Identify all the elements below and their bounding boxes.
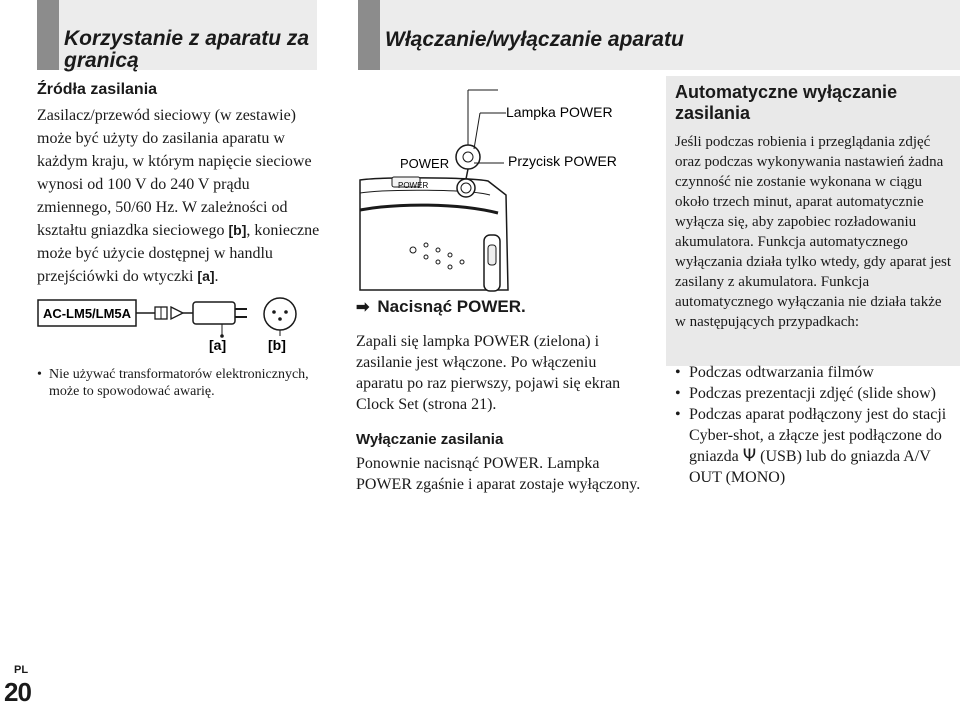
usb-icon: Ψ	[742, 446, 757, 466]
plug-adapter-a-icon	[193, 302, 235, 324]
page-number: 20	[4, 677, 31, 707]
paragraph-text: Zasilacz/przewód sieciowy (w zestawie) może być użyty do zasilania aparatu w każdym kraju, w którym napięcie sieciowe wynosi od 100 V do 240 V prądu zmiennego, 50/60 Hz. W zależności od kształtu gniazdka sieciowego	[37, 107, 312, 239]
list-item: • Podczas prezentacji zdjęć (slide show)	[675, 383, 960, 404]
list-item-text: Podczas aparat podłączony jest do stacji Cyber-shot, a złącze jest podłączone do gniazda	[689, 406, 947, 465]
tag-a: [a]	[197, 268, 215, 284]
power-label: POWER	[400, 156, 450, 171]
power-off-paragraph: Ponownie nacisnąć POWER. Lampka POWER zgaśnie i aparat zostaje wyłączony.	[356, 455, 641, 493]
note-list	[37, 366, 322, 400]
step-paragraph: Zapali się lampka POWER (zielona) i zasilanie jest włączone. Po włączeniu aparatu po raz pierwszy, pojawi się ekran Clock Set (strona 21).	[356, 333, 621, 413]
paragraph-text: .	[214, 268, 219, 285]
tag-b: [b]	[228, 222, 247, 238]
step-instruction	[356, 297, 526, 317]
power-sources-heading: Źródła zasilania	[37, 81, 158, 98]
list-item-text: (USB) lub do gniazda A/V OUT (MONO)	[689, 448, 931, 486]
speaker-hole	[410, 247, 416, 253]
power-sources-paragraph	[37, 104, 322, 288]
power-lamp-label: Lampka POWER	[506, 104, 613, 120]
power-on-off-title: Włączanie/wyłączanie aparatu	[385, 28, 684, 51]
label-a: [a]	[209, 337, 227, 353]
section-title: Korzystanie z aparatu za granicą	[64, 27, 310, 72]
plug-adapter-diagram	[37, 290, 307, 360]
adapter-label: AC-LM5/LM5A	[42, 306, 132, 321]
exception-list	[675, 362, 960, 488]
step-label: Nacisnąć POWER.	[377, 297, 526, 316]
arrow-icon	[171, 307, 183, 319]
auto-power-off-paragraph: Jeśli podczas robienia i przeglądania zdjęć oraz podczas wykonywania nastawień żadna czynność nie zostanie wykonana w ciągu około trzech minut, aparat automatycznie wyłącza się, aby zapobiec rozładowaniu akumulatora. Funkcja automatycznego wyłączania działa tylko wtedy, gdy aparat jest zasilany z akumulatora. Funkcja automatycznego wyłączania nie działa także w następujących przypadkach:	[675, 134, 951, 330]
paragraph-text: , konieczne może być użycie dostępnej w handlu przejściówki do wtyczki	[37, 222, 320, 285]
list-item	[675, 404, 960, 488]
note-item: • Nie używać transformatorów elektronicznych, może to spowodować awarię.	[37, 366, 322, 400]
section-tab-bar	[37, 0, 59, 70]
socket-b-icon	[264, 298, 296, 330]
power-off-heading: Wyłączanie zasilania	[356, 431, 504, 448]
list-item: • Podczas odtwarzania filmów	[675, 362, 960, 383]
label-b: [b]	[268, 337, 286, 353]
language-label: PL	[14, 664, 29, 676]
camera-body-label: POWER	[398, 181, 429, 190]
power-button-label: Przycisk POWER	[508, 153, 617, 169]
auto-power-off-title: Automatyczne wyłączanie zasilania	[675, 82, 898, 123]
section-tab-bar	[358, 0, 380, 70]
camera-illustration	[358, 85, 643, 295]
arrow-right-icon: ➡	[356, 299, 370, 316]
